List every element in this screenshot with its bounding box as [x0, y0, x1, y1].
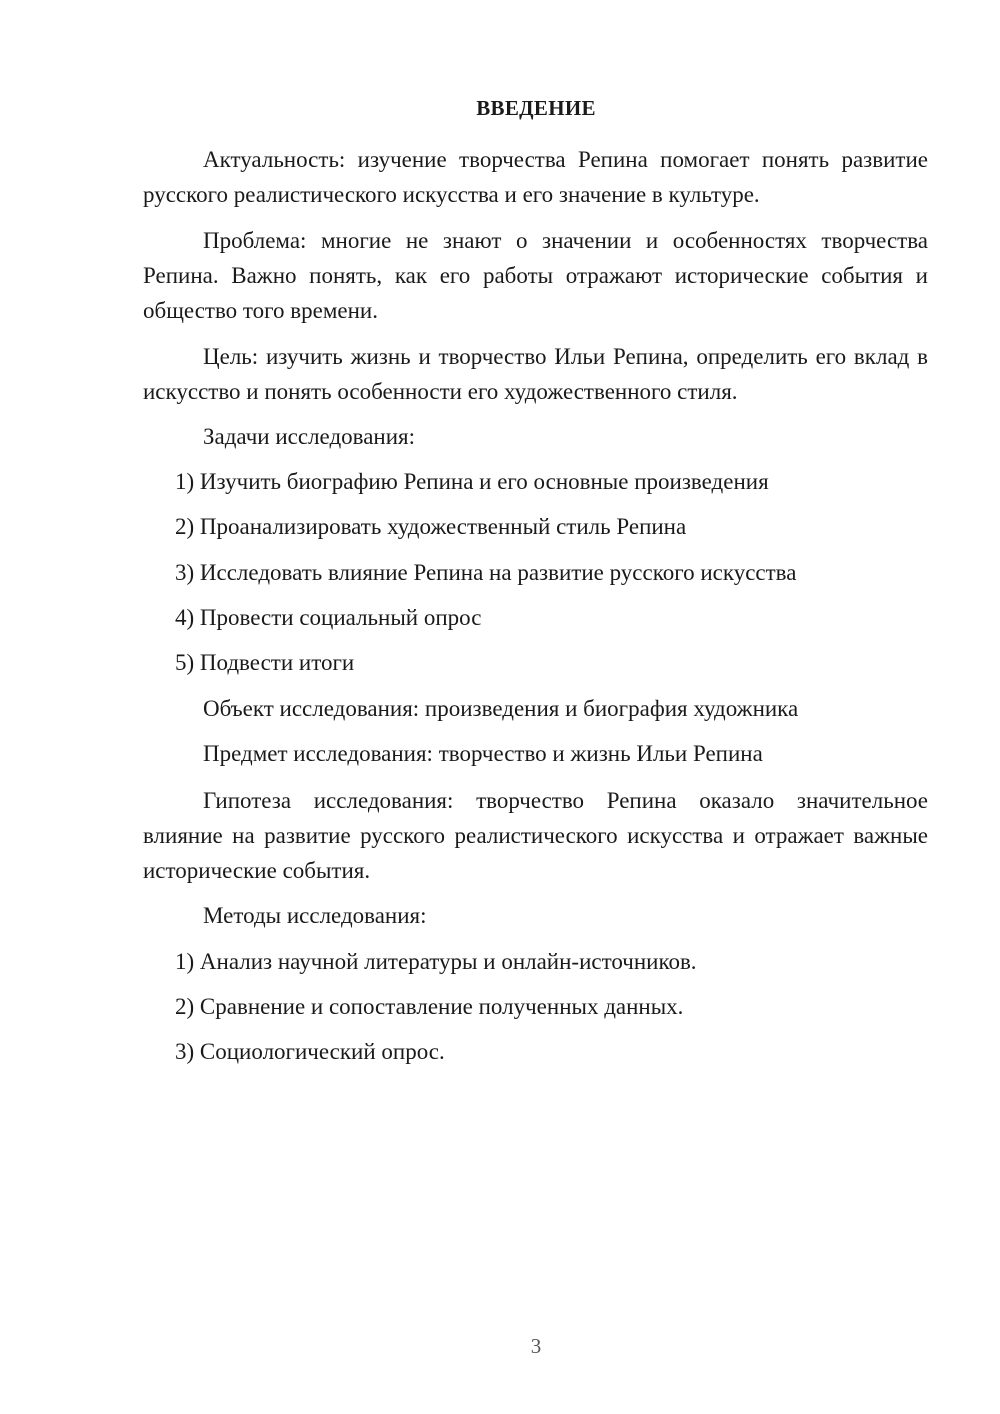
object-line: Объект исследования: произведения и биография художника — [203, 696, 799, 721]
page-number: 3 — [530, 1334, 542, 1358]
task-item: 5) Подвести итоги — [175, 650, 355, 675]
method-item: 2) Сравнение и сопоставление полученных данных. — [175, 994, 684, 1019]
problem-paragraph: Проблема: многие не знают о значении и особенностях творчества Репина. Важно понять, как его работы отражают исторические события и общество того времени. — [143, 228, 928, 323]
goal-paragraph: Цель: изучить жизнь и творчество Ильи Репина, определить его вклад в искусство и понять особенности его художественного стиля. — [143, 344, 928, 404]
task-item: 3) Исследовать влияние Репина на развитие русского искусства — [175, 560, 797, 585]
subject-line: Предмет исследования: творчество и жизнь Ильи Репина — [203, 741, 763, 766]
task-item: 2) Проанализировать художественный стиль Репина — [175, 514, 687, 539]
methods-heading: Методы исследования: — [203, 903, 427, 928]
method-item: 3) Социологический опрос. — [175, 1039, 445, 1064]
relevance-paragraph: Актуальность: изучение творчества Репина помогает понять развитие русского реалистического искусства и его значение в культуре. — [143, 147, 928, 207]
task-item: 1) Изучить биографию Репина и его основные произведения — [175, 469, 769, 494]
method-item: 1) Анализ научной литературы и онлайн-источников. — [175, 949, 697, 974]
section-title: ВВЕДЕНИЕ — [476, 96, 596, 120]
hypothesis-paragraph: Гипотеза исследования: творчество Репина оказало значительное влияние на развитие русского реалистического искусства и отражает важные исторические события. — [143, 788, 928, 883]
task-item: 4) Провести социальный опрос — [175, 605, 482, 630]
tasks-heading: Задачи исследования: — [203, 424, 416, 449]
